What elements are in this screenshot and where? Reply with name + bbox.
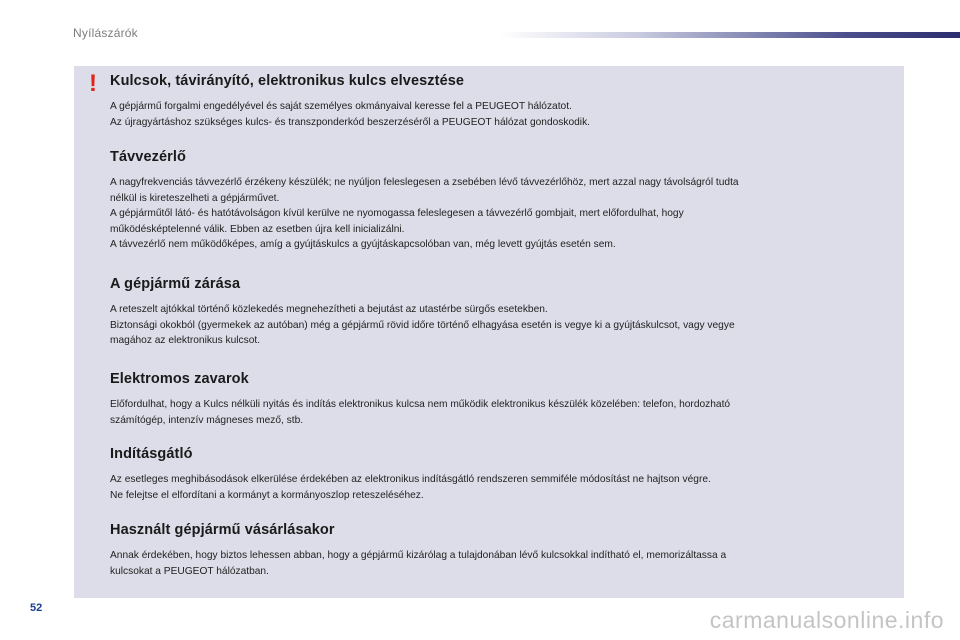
page-number: 52: [30, 602, 43, 614]
text-line: Ne felejtse el elfordítani a kormányt a kormányoszlop reteszeléséhez.: [110, 489, 424, 501]
section-text: [110, 548, 884, 579]
section-heading: Távvezérlő: [110, 149, 186, 165]
section-heading: Kulcsok, távirányító, elektronikus kulcs elvesztése: [110, 73, 465, 89]
text-line: kulcsokat a PEUGEOT hálózatban.: [110, 565, 269, 577]
section-immobiliser: [110, 446, 884, 503]
text-line: A távvezérlő nem működőképes, amíg a gyújtáskulcs a gyújtáskapcsolóban van, még levett gyújtás esetén sem.: [110, 239, 616, 250]
section-text: [110, 472, 884, 503]
section-remote-control: [110, 149, 884, 253]
text-line: A reteszelt ajtókkal történő közlekedés megnehezítheti a bejutást az utastérbe sürgős esetekben.: [110, 304, 548, 315]
section-text: [110, 175, 884, 253]
section-text: [110, 99, 884, 130]
section-text: [110, 397, 884, 428]
text-line: Annak érdekében, hogy biztos lehessen abban, hogy a gépjármű kizárólag a tulajdonában lévő kulcsokkal indítható el, memorizáltassa a: [110, 550, 727, 561]
watermark: carmanualsonline.info: [709, 607, 944, 633]
exclamation-icon: !: [89, 70, 97, 97]
text-line: Előfordulhat, hogy a Kulcs nélküli nyitás és indítás elektronikus kulcsa nem működik elektronikus készülék közelében: telefon, hordozható: [110, 399, 731, 410]
text-line: Biztonsági okokból (gyermekek az autóban) még a gépjármű rövid időre történő elhagyása esetén is vegye ki a gyújtáskulcsot, vagy vegye: [110, 319, 735, 331]
section-heading: Elektromos zavarok: [110, 371, 249, 387]
text-line: működésképtelenné válik. Ebben az esetben újra kell inicializálni.: [110, 223, 405, 235]
section-electrical-interference: [110, 371, 884, 428]
text-line: nélkül is kireteszelheti a gépjárművet.: [110, 192, 280, 204]
text-line: Az esetleges meghibásodások elkerülése érdekében az elektronikus indításgátló rendszeren semmiféle módosítást ne hajtson végre.: [110, 474, 711, 485]
section-lost-keys: [110, 73, 884, 130]
section-heading: Indításgátló: [110, 446, 193, 462]
text-line: magához az elektronikus kulcsot.: [110, 335, 261, 346]
text-line: A gépjárműtől látó- és hatótávolságon kívül kerülve ne nyomogassa feleslegesen a távvezérlő gombjait, mert előfordulhat, hogy: [110, 208, 684, 219]
page-header-title: Nyílászárók: [73, 26, 138, 40]
text-line: számítógép, intenzív mágneses mező, stb.: [110, 414, 304, 426]
section-heading: Használt gépjármű vásárlásakor: [110, 522, 335, 538]
section-used-vehicle: [110, 522, 884, 579]
text-line: Az újragyártáshoz szükséges kulcs- és transzponderkód beszerzéséről a PEUGEOT hálózat gondoskodik.: [110, 116, 590, 128]
section-vehicle-locking: [110, 276, 884, 349]
text-line: A nagyfrekvenciás távvezérlő érzékeny készülék; ne nyúljon feleslegesen a zsebében lévő távvezérlőhöz, mert azzal nagy távolságról tudta: [110, 177, 739, 188]
section-heading: A gépjármű zárása: [110, 276, 241, 292]
text-line: A gépjármű forgalmi engedélyével és saját személyes okmányaival keresse fel a PEUGEOT hálózatot.: [110, 101, 572, 112]
content-panel: [74, 66, 904, 598]
header-gradient-bar: [500, 32, 960, 38]
section-text: [110, 302, 884, 349]
